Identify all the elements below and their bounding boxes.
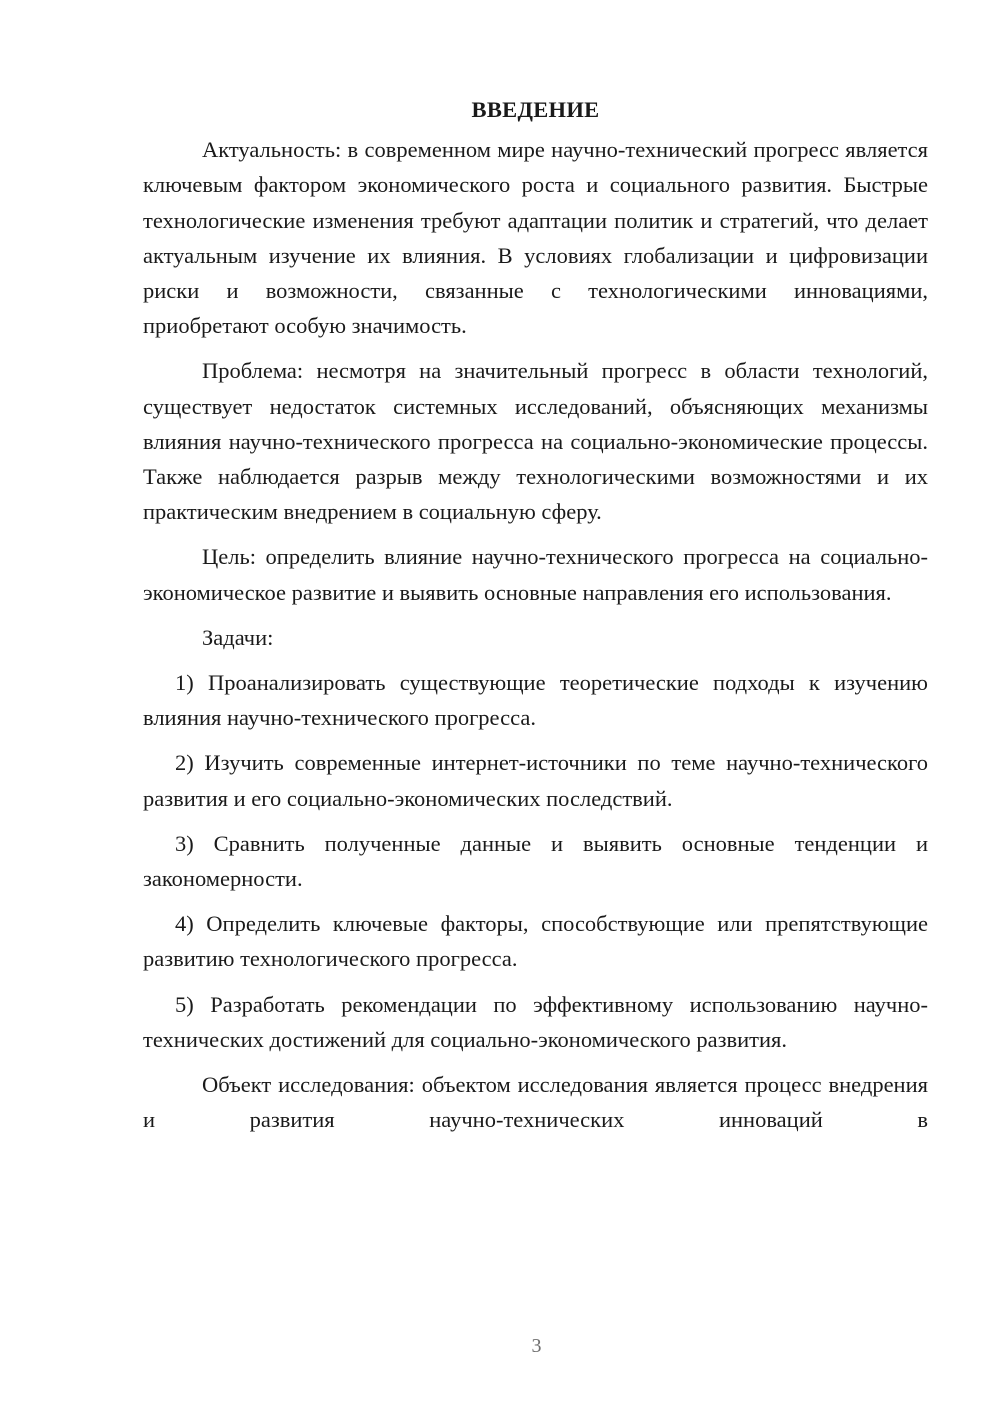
section-title: ВВЕДЕНИЕ bbox=[471, 97, 600, 122]
task-item-3: 3) Сравнить полученные данные и выявить основные тенденции и закономерности. bbox=[143, 830, 928, 892]
problem-paragraph: Проблема: несмотря на значительный прогресс в области технологий, существует недостаток системных исследований, объясняющих механизмы влияния научно-технического прогресса на социально-экономические процессы. Также наблюдается разрыв между технологическими возможностями и их практическим внедрением в социальную сферу. bbox=[143, 358, 928, 525]
task-item-2: 2) Изучить современные интернет-источники по теме научно-технического развития и его социально-экономических последствий. bbox=[143, 750, 928, 811]
goal-paragraph: Цель: определить влияние научно-технического прогресса на социально-экономическое развитие и выявить основные направления его использования. bbox=[143, 544, 928, 605]
page-content bbox=[143, 92, 928, 1147]
object-paragraph: Объект исследования: объектом исследования является процесс внедрения и развития научно-технических инноваций в bbox=[143, 1072, 928, 1133]
task-item-4: 4) Определить ключевые факторы, способствующие или препятствующие развитию технологического прогресса. bbox=[143, 911, 928, 972]
relevance-paragraph: Актуальность: в современном мире научно-технический прогресс является ключевым фактором экономического роста и социального развития. Быстрые технологические изменения требуют адаптации политик и стратегий, что делает актуальным изучение их влияния. В условиях глобализации и цифровизации риски и возможности, связанные с технологическими инновациями, приобретают особую значимость. bbox=[143, 137, 928, 339]
page-number: 3 bbox=[531, 1335, 542, 1357]
tasks-label: Задачи: bbox=[202, 624, 274, 650]
task-item-5: 5) Разработать рекомендации по эффективному использованию научно-технических достижений для социально-экономического развития. bbox=[143, 991, 928, 1052]
task-item-1: 1) Проанализировать существующие теоретические подходы к изучению влияния научно-технического прогресса. bbox=[143, 670, 928, 731]
